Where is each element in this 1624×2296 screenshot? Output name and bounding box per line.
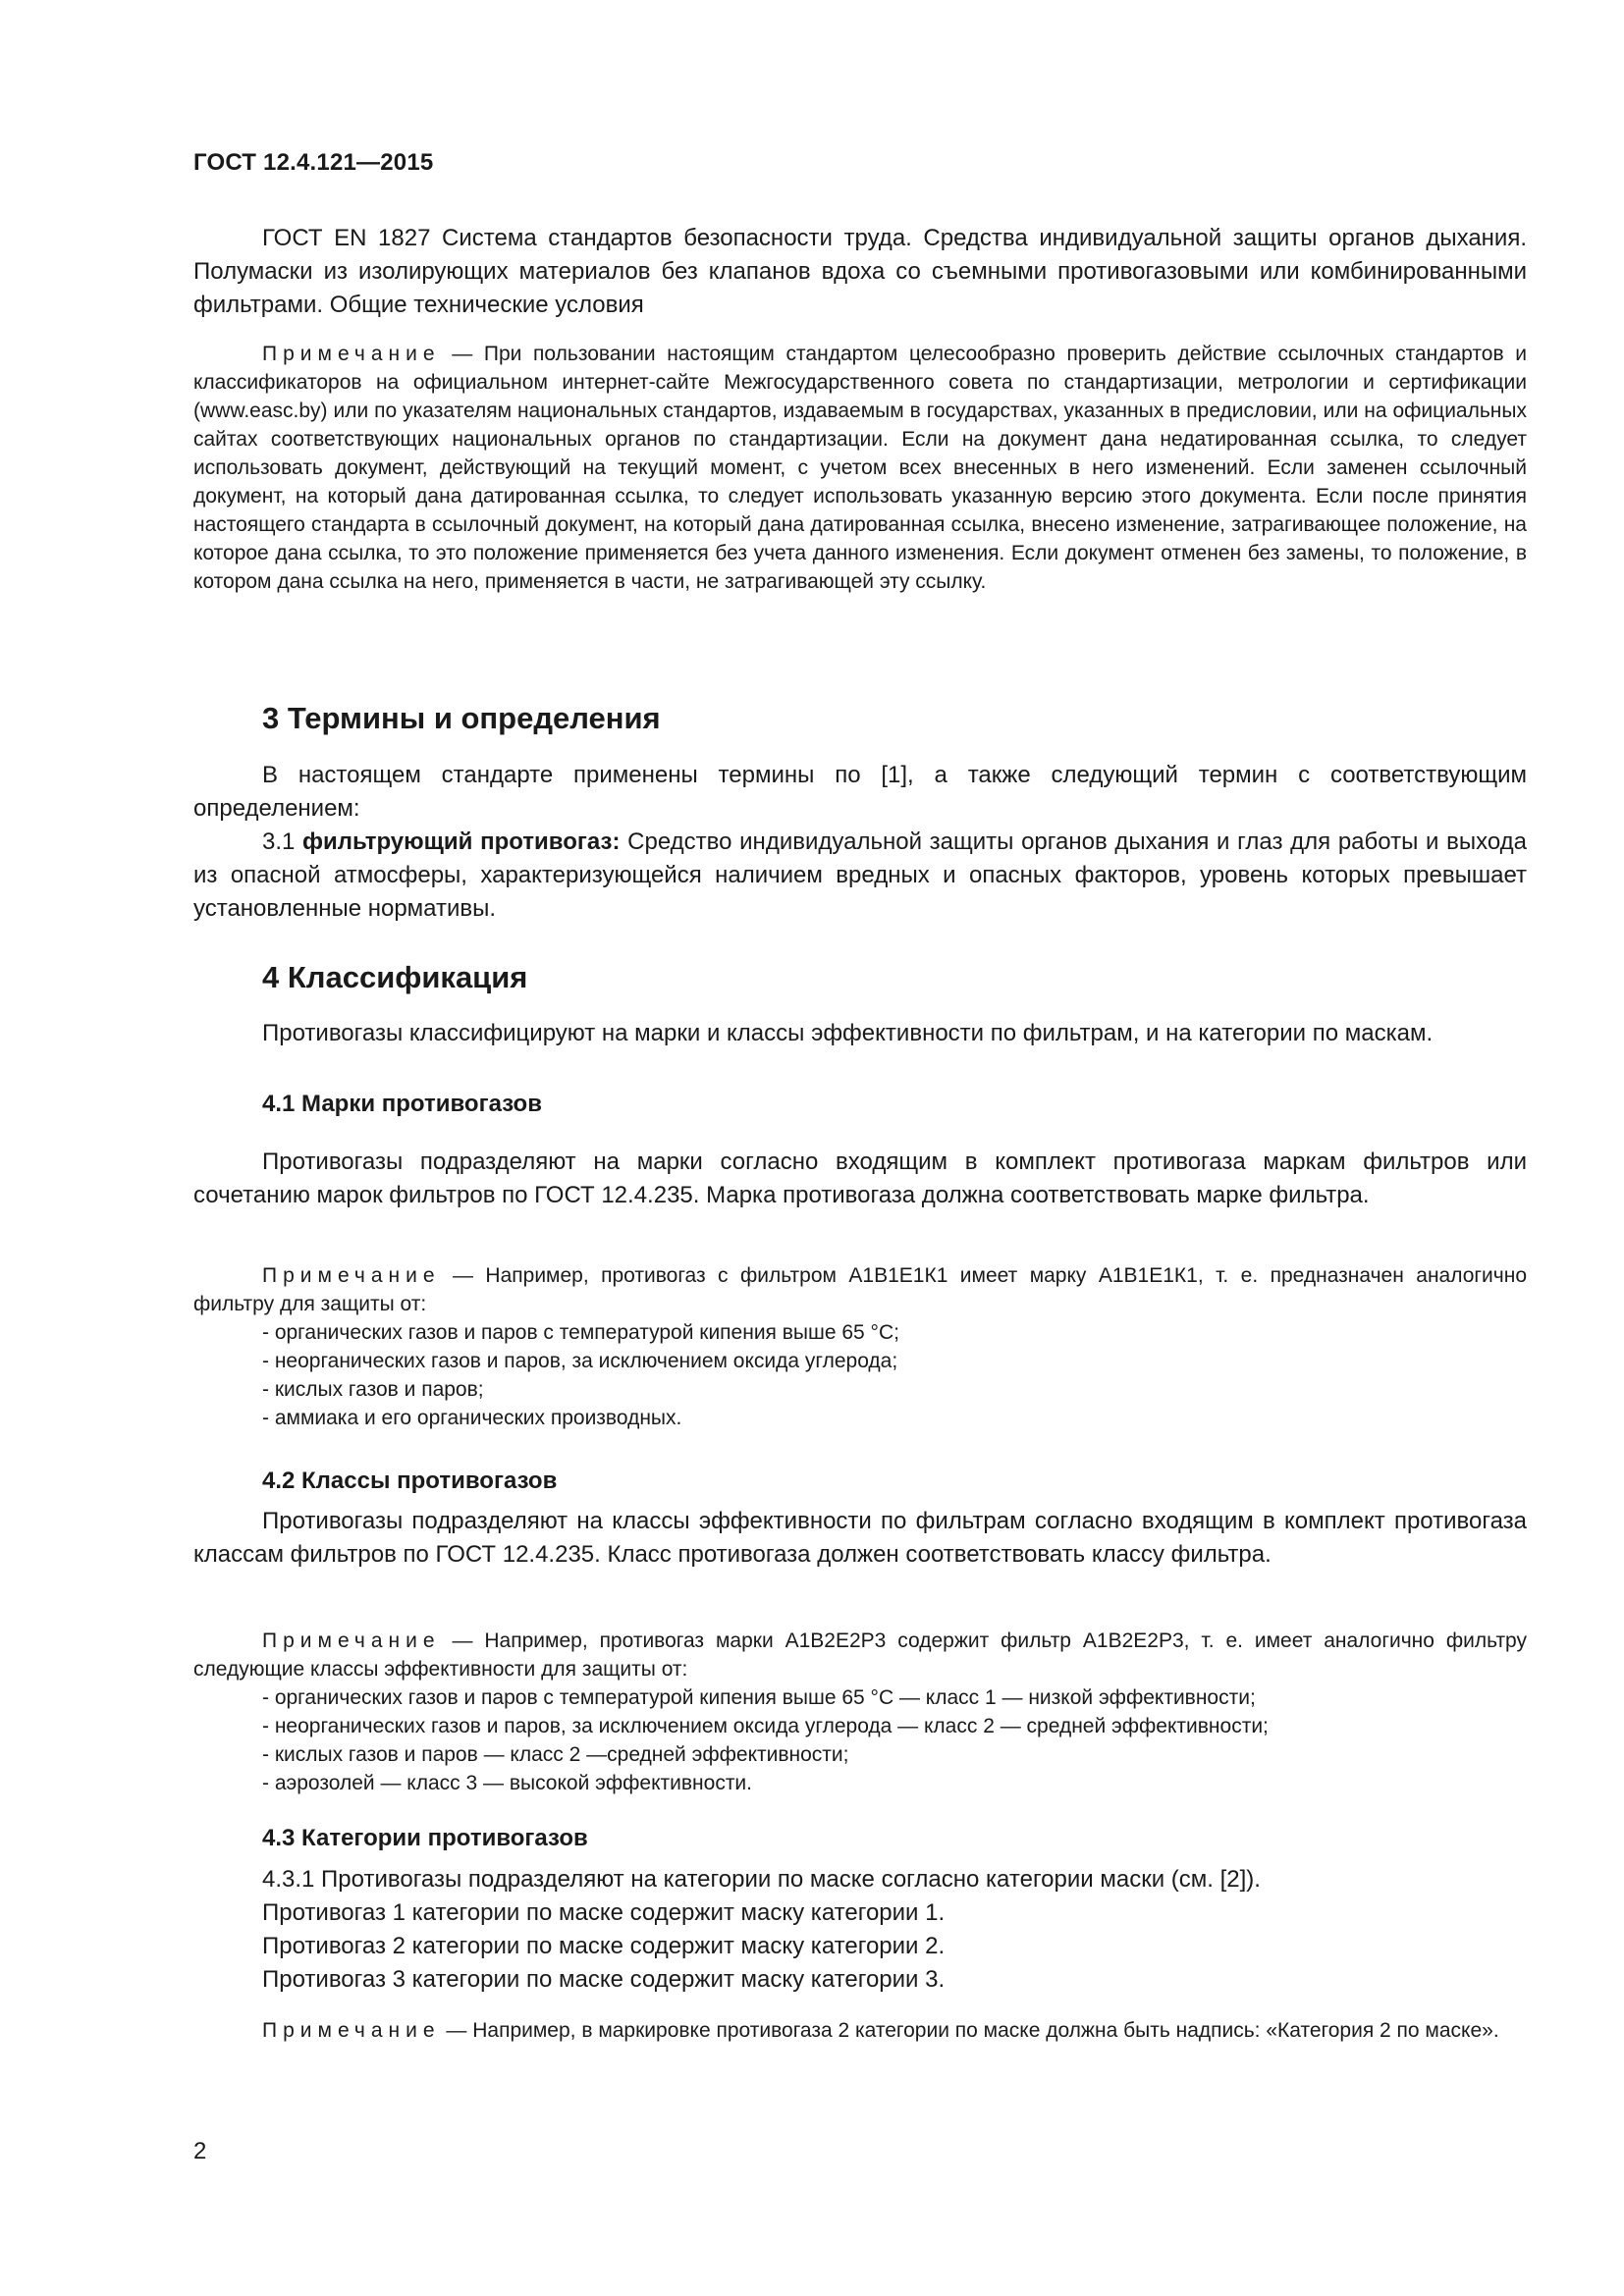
note-text: — Например, противогаз с фильтром А1В1Е1К1 имеет марку А1В1Е1К1, т. е. предназначен аналогично фильтру для защиты от: <box>193 1264 1527 1315</box>
note-paragraph <box>193 340 1527 596</box>
section-3 <box>193 701 1527 736</box>
subsection-heading: 4.2 Классы противогазов <box>262 1468 558 1494</box>
note-text: — Например, в маркировке противогаза 2 категории по маске должна быть надпись: «Категория 2 по маске». <box>440 2019 1499 2042</box>
reference-paragraph: ГОСТ EN 1827 Система стандартов безопасности труда. Средства индивидуальной защиты органов дыхания. Полумаски из изолирующих материалов без клапанов вдоха со съемными противогазовыми или комбинированными фильтрами. Общие технические условия <box>193 225 1527 318</box>
term-number: 3.1 <box>262 828 303 855</box>
subsection-line: 4.3.1 Противогазы подразделяют на категории по маске согласно категории маски (см. [2]). <box>262 1866 1261 1893</box>
list-item: - кислых газов и паров; <box>262 1378 484 1401</box>
subsection-line: Противогаз 3 категории по маске содержит маску категории 3. <box>262 1966 946 1993</box>
list-item: - неорганических газов и паров, за исключением оксида углерода — класс 2 — средней эффективности; <box>262 1715 1269 1737</box>
subsection-4-1 <box>193 1091 1527 1118</box>
note-label: Примечание <box>262 1264 441 1287</box>
note-label: Примечание <box>262 1629 441 1652</box>
term-text: Средство индивидуальной защиты органов дыхания и глаз для работы и выхода из опасной атмосферы, характеризующейся наличием вредных и опасных факторов, уровень которых превышает установленные нормативы. <box>193 828 1528 922</box>
note-label: Примечание <box>262 343 441 365</box>
section-heading: 4 Классификация <box>262 960 528 994</box>
intro-note <box>193 340 1527 596</box>
subsection-4-1-body <box>193 1146 1527 1212</box>
section-4 <box>193 960 1527 995</box>
subsection-4-2-body <box>193 1505 1527 1572</box>
subsection-paragraph: Противогазы подразделяют на марки согласно входящим в комплект противогаза маркам фильтров или сочетанию марок фильтров по ГОСТ 12.4.235. Марка противогаза должна соответствовать марке фильтра. <box>193 1148 1527 1208</box>
section-3-body <box>193 759 1527 926</box>
section-4-intro <box>193 1017 1527 1050</box>
section-paragraph: Противогазы классифицируют на марки и классы эффективности по фильтрам, и на категории по маскам. <box>262 1020 1434 1046</box>
subsection-heading: 4.3 Категории противогазов <box>262 1825 588 1851</box>
term-name: фильтрующий противогаз: <box>302 828 621 855</box>
note-paragraph <box>193 2016 1527 2045</box>
list-item: - органических газов и паров с температурой кипения выше 65 °С; <box>262 1321 899 1344</box>
list-item: - кислых газов и паров — класс 2 —средней эффективности; <box>262 1743 849 1766</box>
intro-reference <box>193 222 1527 322</box>
subsection-4-3-body <box>193 1863 1527 1997</box>
list-item: - аммиака и его органических производных. <box>262 1407 682 1429</box>
subsection-line: Противогаз 1 категории по маске содержит маску категории 1. <box>262 1899 946 1926</box>
subsection-paragraph: Противогазы подразделяют на классы эффективности по фильтрам согласно входящим в комплект противогаза классам фильтров по ГОСТ 12.4.235. Класс противогаза должен соответствовать классу фильтра. <box>193 1508 1527 1568</box>
subsection-4-2 <box>193 1468 1527 1495</box>
list-item: - органических газов и паров с температурой кипения выше 65 °С — класс 1 — низкой эффективности; <box>262 1686 1256 1709</box>
subsection-4-1-note <box>193 1261 1527 1432</box>
note-paragraph <box>193 1261 1527 1318</box>
document-header: ГОСТ 12.4.121—2015 <box>193 149 434 176</box>
note-text: — Например, противогаз марки А1В2Е2Р3 содержит фильтр А1В2Е2Р3, т. е. имеет аналогично фильтру следующие классы эффективности для защиты от: <box>193 1629 1527 1681</box>
list-item: - неорганических газов и паров, за исключением оксида углерода; <box>262 1350 898 1372</box>
list-item: - аэрозолей — класс 3 — высокой эффективности. <box>262 1772 752 1794</box>
subsection-heading: 4.1 Марки противогазов <box>262 1091 542 1117</box>
subsection-line: Противогаз 2 категории по маске содержит маску категории 2. <box>262 1933 946 1959</box>
note-paragraph <box>193 1627 1527 1683</box>
note-text: — При пользовании настоящим стандартом целесообразно проверить действие ссылочных стандартов и классификаторов на официальном интернет-сайте Межгосударственного совета по стандартизации, метрологии и сертификации (www.easc.by) или по указателям национальных стандартов, издаваемым в государствах, указанных в предисловии, или на официальных сайтах соответствующих национальных органов по стандартизации. Если на документ дана недатированная ссылка, то следует использовать документ, действующий на текущий момент, с учетом всех внесенных в него изменений. Если заменен ссылочный документ, на который дана датированная ссылка, то следует использовать указанную версию этого документа. Если после принятия настоящего стандарта в ссылочный документ, на который дана датированная ссылка, внесено изменение, затрагивающее положение, на которое дана ссылка, то это положение применяется без учета данного изменения. Если документ отменен без замены, то положение, в котором дана ссылка на него, применяется в части, не затрагивающей эту ссылку. <box>193 343 1527 593</box>
note-label: Примечание <box>262 2019 441 2042</box>
section-heading: 3 Термины и определения <box>262 701 661 735</box>
page-number: 2 <box>193 2138 207 2164</box>
subsection-4-3-note <box>193 2016 1527 2045</box>
subsection-4-2-note <box>193 1627 1527 1797</box>
term-definition <box>193 826 1527 926</box>
subsection-4-3 <box>193 1825 1527 1852</box>
section-paragraph: В настоящем стандарте применены термины по [1], а также следующий термин с соответствующим определением: <box>193 762 1527 822</box>
